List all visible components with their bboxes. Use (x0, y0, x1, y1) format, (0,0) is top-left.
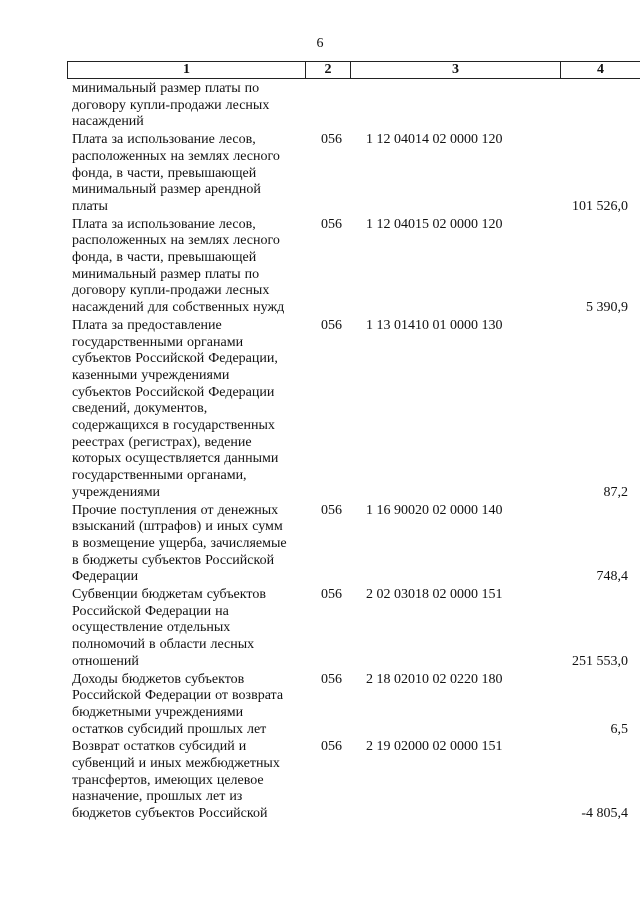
description-line: реестрах (регистрах), ведение (72, 434, 252, 450)
row-amount: 5 390,9 (586, 300, 628, 316)
row-description (72, 587, 304, 671)
row-amount: -4 805,4 (581, 806, 628, 822)
description-line: Российской Федерации от возврата (72, 688, 284, 704)
row-kbk-code: 1 12 04015 02 0000 120 (366, 216, 503, 232)
description-line: договору купли-продажи лесных (72, 283, 270, 299)
description-line: минимальный размер платы по (72, 266, 260, 282)
description-line: которых осуществляется данными (72, 451, 279, 467)
row-description (72, 318, 304, 502)
row-amount: 6,5 (610, 721, 628, 737)
description-line: в возмещение ущерба, зачисляемые (72, 535, 287, 551)
description-line: казенными учреждениями (72, 367, 230, 383)
description-line: минимальный размер платы по (72, 81, 260, 96)
description-line: в бюджеты субъектов Российской (72, 552, 275, 568)
description-line: Плата за предоставление (72, 317, 222, 333)
description-line: бюджетов субъектов Российской (72, 806, 268, 822)
row-admin-code: 056 (321, 502, 342, 518)
description-line: остатков субсидий прошлых лет (72, 721, 267, 737)
row-admin-code: 056 (321, 317, 342, 333)
description-line: фонда, в части, превышающей (72, 165, 257, 181)
description-line: назначение, прошлых лет из (72, 789, 243, 805)
description-line: расположенных на землях лесного (72, 233, 280, 249)
row-description (72, 81, 304, 131)
table-header (67, 61, 640, 79)
description-line: насаждений для собственных нужд (72, 300, 285, 316)
row-amount: 251 553,0 (572, 653, 628, 669)
description-line: государственными органами, (72, 468, 247, 484)
page-number: 6 (316, 36, 324, 51)
row-admin-code: 056 (321, 132, 342, 148)
description-line: расположенных на землях лесного (72, 148, 280, 164)
row-description (72, 672, 304, 739)
row-admin-code: 056 (321, 671, 342, 687)
description-line: Субвенции бюджетам субъектов (72, 587, 266, 602)
description-line: Прочие поступления от денежных (72, 502, 279, 518)
description-line: взысканий (штрафов) и иных сумм (72, 519, 283, 535)
description-line: договору купли-продажи лесных (72, 97, 270, 113)
header-col-2: 2 (306, 62, 351, 78)
description-line: осуществление отдельных (72, 620, 231, 636)
description-line: бюджетными учреждениями (72, 704, 244, 720)
description-line: субъектов Российской Федерации (72, 384, 275, 400)
header-col-1: 1 (68, 62, 306, 78)
header-col-3: 3 (351, 62, 561, 78)
row-kbk-code: 1 16 90020 02 0000 140 (366, 502, 503, 518)
row-kbk-code: 1 13 01410 01 0000 130 (366, 317, 503, 333)
description-line: субъектов Российской Федерации, (72, 351, 278, 367)
row-admin-code: 056 (321, 587, 342, 602)
description-line: учреждениями (72, 484, 161, 500)
row-kbk-code: 2 19 02000 02 0000 151 (366, 739, 503, 755)
description-line: Федерации (72, 569, 139, 585)
description-line: полномочий в области лесных (72, 637, 255, 653)
row-kbk-code: 2 18 02010 02 0220 180 (366, 671, 503, 687)
description-line: Плата за использование лесов, (72, 132, 256, 148)
description-line: Российской Федерации на (72, 603, 229, 619)
description-line: сведений, документов, (72, 401, 208, 417)
description-line: субвенций и иных межбюджетных (72, 756, 280, 771)
row-admin-code: 056 (321, 216, 342, 232)
row-description (72, 217, 304, 317)
row-kbk-code: 1 12 04014 02 0000 120 (366, 132, 503, 148)
description-line: минимальный размер арендной (72, 182, 261, 198)
header-col-4: 4 (561, 62, 640, 78)
description-line: отношений (72, 653, 139, 669)
row-kbk-code: 2 02 03018 02 0000 151 (366, 587, 503, 602)
row-amount: 87,2 (603, 484, 628, 500)
row-description (72, 739, 304, 823)
description-line: трансфертов, имеющих целевое (72, 772, 264, 788)
description-line: платы (72, 198, 108, 214)
description-line: Плата за использование лесов, (72, 216, 256, 232)
row-amount: 748,4 (596, 569, 628, 585)
row-admin-code: 056 (321, 739, 342, 755)
row-description (72, 132, 304, 216)
description-line: Доходы бюджетов субъектов (72, 671, 245, 687)
description-line: фонда, в части, превышающей (72, 250, 257, 265)
description-line: Возврат остатков субсидий и (72, 739, 247, 755)
description-line: насаждений (72, 114, 144, 130)
row-description (72, 503, 304, 587)
description-line: государственными органами (72, 334, 244, 350)
description-line: содержащихся в государственных (72, 418, 275, 434)
row-amount: 101 526,0 (572, 198, 628, 214)
